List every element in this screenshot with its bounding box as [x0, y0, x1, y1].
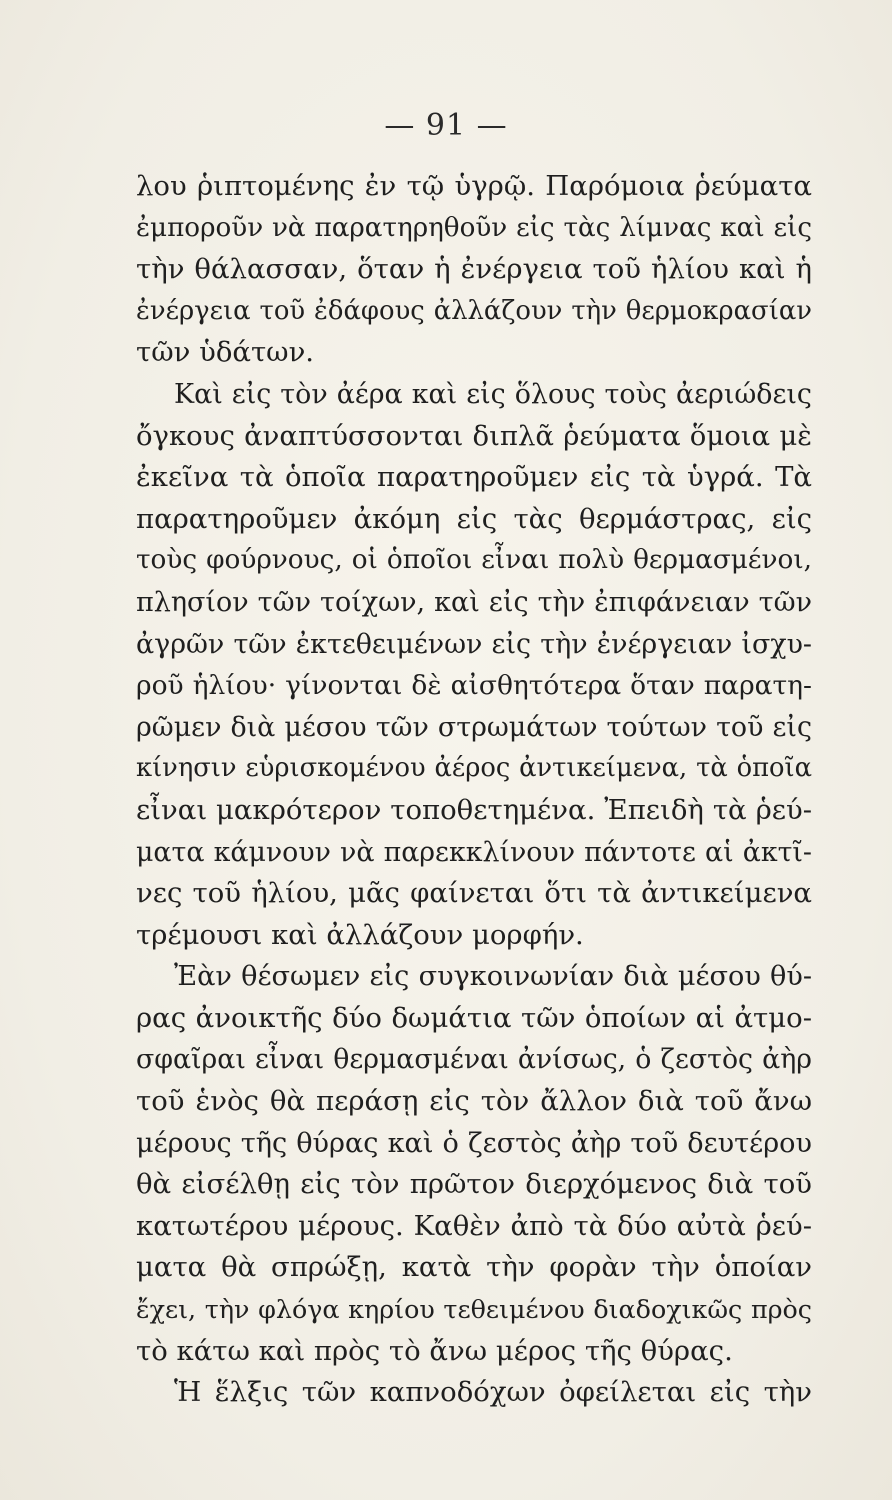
- text-line: νες τοῦ ἡλίου, μᾶς φαίνεται ὅτι τὰ ἀντικείμενα: [136, 877, 812, 910]
- text-line: ματα κάμνουν νὰ παρεκκλίνουν πάντοτε αἱ ἀκτῖ-: [136, 836, 812, 868]
- text-line: μέρους τῆς θύρας καὶ ὁ ζεστὸς ἀὴρ τοῦ δευτέρου: [136, 1127, 812, 1159]
- text-line: τὸ κάτω καὶ πρὸς τὸ ἄνω μέρος τῆς θύρας.: [136, 1334, 733, 1367]
- text-line: ματα θὰ σπρώξῃ, κατὰ τὴν φορὰν τὴν ὁποίαν: [136, 1251, 812, 1284]
- text-line: τὴν θάλασσαν, ὅταν ἡ ἐνέργεια τοῦ ἡλίου καὶ ἡ: [136, 253, 812, 286]
- text-line: θὰ εἰσέλθῃ εἰς τὸν πρῶτον διερχόμενος διὰ τοῦ: [136, 1168, 812, 1201]
- text-line: σφαῖραι εἶναι θερμασμέναι ἀνίσως, ὁ ζεστὸς ἀὴρ: [136, 1044, 812, 1076]
- text-line: ἐνέργεια τοῦ ἐδάφους ἀλλάζουν τὴν θερμοκρασίαν: [136, 295, 812, 326]
- text-line: ἔχει, τὴν φλόγα κηρίου τεθειμένου διαδοχικῶς πρὸς: [136, 1294, 812, 1325]
- text-line: τῶν ὑδάτων.: [136, 336, 315, 369]
- body-text: [136, 166, 812, 1414]
- page-number: — 91 —: [384, 108, 508, 143]
- text-line: λου ῥιπτομένης ἐν τῷ ὑγρῷ. Παρόμοια ῥεύματα: [136, 170, 812, 202]
- text-line: Ἡ ἕλξις τῶν καπνοδόχων ὀφείλεται εἰς τὴν: [174, 1376, 812, 1409]
- text-line: ὄγκους ἀναπτύσσονται διπλᾶ ῥεύματα ὅμοια μὲ: [136, 419, 812, 452]
- text-line: Ἐὰν θέσωμεν εἰς συγκοινωνίαν διὰ μέσου θύ-: [174, 961, 812, 993]
- text-line: τοῦ ἑνὸς θὰ περάσῃ εἰς τὸν ἄλλον διὰ τοῦ ἄνω: [136, 1085, 812, 1118]
- text-line: τοὺς φούρνους, οἱ ὁποῖοι εἶναι πολὺ θερμασμένοι,: [136, 545, 812, 576]
- text-line: Καὶ εἰς τὸν ἀέρα καὶ εἰς ὅλους τοὺς ἀεριώδεις: [174, 378, 812, 410]
- text-line: πλησίον τῶν τοίχων, καὶ εἰς τὴν ἐπιφάνειαν τῶν: [136, 586, 812, 618]
- text-line: τρέμουσι καὶ ἀλλάζουν μορφήν.: [136, 918, 584, 951]
- text-line: παρατηροῦμεν ἀκόμη εἰς τὰς θερμάστρας, εἰς: [136, 502, 812, 535]
- text-line: ἐκεῖνα τὰ ὁποῖα παρατηροῦμεν εἰς τὰ ὑγρά. Τὰ: [136, 461, 812, 494]
- text-line: εἶναι μακρότερον τοποθετημένα. Ἐπειδὴ τὰ ῥεύ-: [136, 793, 812, 826]
- text-line: ροῦ ἡλίου· γίνονται δὲ αἰσθητότερα ὅταν παρατη-: [136, 670, 812, 702]
- text-line: ρας ἀνοικτῆς δύο δωμάτια τῶν ὁποίων αἱ ἀτμο-: [136, 1001, 812, 1034]
- text-line: ἀγρῶν τῶν ἐκτεθειμένων εἰς τὴν ἐνέργειαν ἰσχυ-: [136, 628, 812, 660]
- text-line: κίνησιν εὑρισκομένου ἀέρος ἀντικείμενα, τὰ ὁποῖα: [136, 753, 812, 784]
- text-line: ρῶμεν διὰ μέσου τῶν στρωμάτων τούτων τοῦ εἰς: [136, 711, 812, 743]
- text-line: ἐμποροῦν νὰ παρατηρηθοῦν εἰς τὰς λίμνας καὶ εἰς: [136, 212, 812, 243]
- text-line: κατωτέρου μέρους. Καθὲν ἀπὸ τὰ δύο αὐτὰ ῥεύ-: [136, 1209, 812, 1242]
